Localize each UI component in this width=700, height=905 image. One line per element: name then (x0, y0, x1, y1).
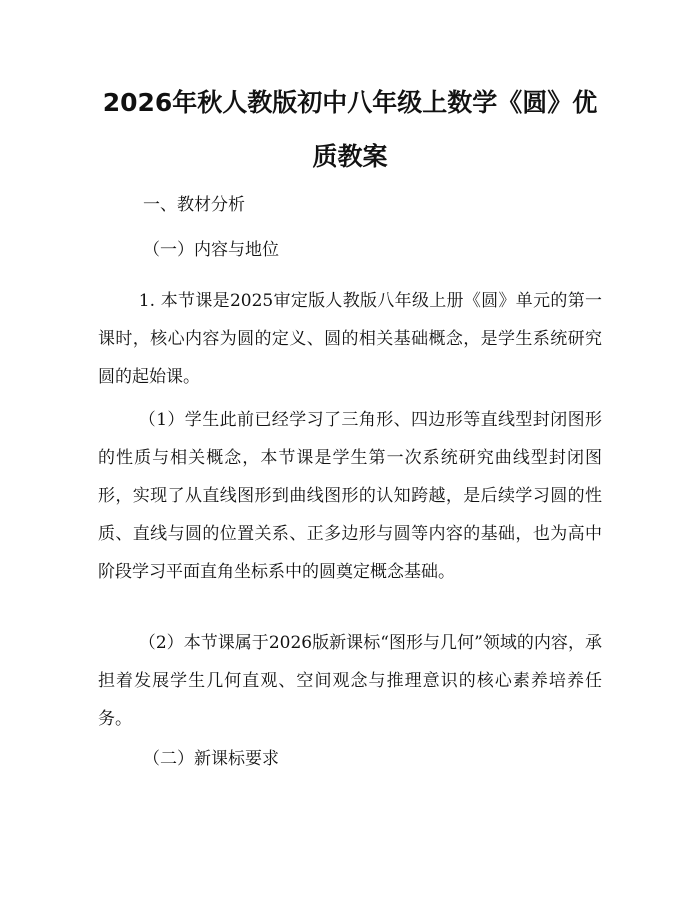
body-paragraph: （1）学生此前已经学习了三角形、四边形等直线型封闭图形的性质与相关概念，本节课是学生第一次系统研究曲线型封闭图形，实现了从直线图形到曲线图形的认知跨越，是后续学习圆的性质、直线与圆的位置关系、正多边形与圆等内容的基础，也为高中阶段学习平面直角坐标系中的圆奠定概念基础。 (98, 410, 602, 582)
body-paragraph: （2）本节课属于2026版新课标“图形与几何”领域的内容，承担着发展学生几何直观、空间观念与推理意识的核心素养培养任务。 (98, 633, 602, 729)
subsection-heading: （二）新课标要求 (143, 749, 279, 769)
document-title: 2026年秋人教版初中八年级上数学《圆》优质教案 (102, 88, 598, 171)
section-heading: 一、教材分析 (143, 195, 245, 215)
body-paragraph: 1. 本节课是2025审定版人教版八年级上册《圆》单元的第一课时，核心内容为圆的定义、圆的相关基础概念，是学生系统研究圆的起始课。 (98, 291, 602, 387)
subsection-heading: （一）内容与地位 (143, 240, 279, 260)
